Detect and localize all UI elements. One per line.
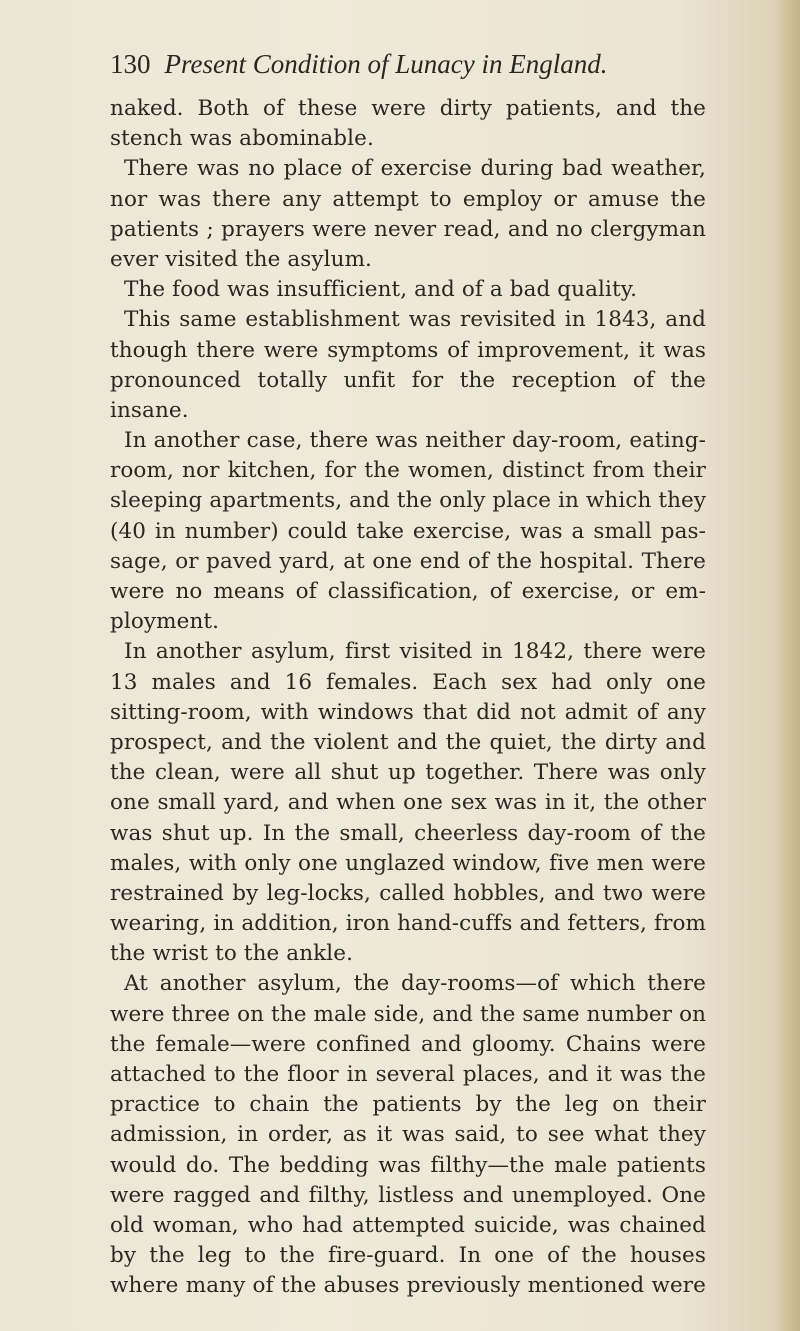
text-line: There was no place of exercise during bad weather, (124, 156, 706, 182)
text-line: was shut up. In the small, cheerless day-room of the (110, 820, 706, 846)
text-line: nor was there any attempt to employ or amuse the (110, 186, 706, 212)
text-line: prospect, and the violent and the quiet, the dirty and (110, 729, 706, 755)
text-line: wearing, in addition, iron hand-cuffs and fetters, from (110, 911, 706, 937)
text-line: In another case, there was neither day-room, eating- (124, 428, 706, 454)
page-header (110, 44, 710, 84)
page-number: 130 (110, 49, 151, 79)
running-title: Present Condition of Lunacy in England. (164, 49, 608, 79)
text-line: the clean, were all shut up together. There was only (110, 760, 706, 786)
text-line: males, with only one unglazed window, five men were (110, 850, 706, 876)
page-edge-stain (774, 0, 800, 1331)
text-line: one small yard, and when one sex was in it, the other (110, 790, 706, 816)
text-line: the wrist to the ankle. (110, 941, 353, 967)
text-line: 13 males and 16 females. Each sex had only one (110, 669, 706, 695)
text-line: admission, in order, as it was said, to see what they (110, 1122, 706, 1148)
text-line: ployment. (110, 609, 220, 635)
text-line: attached to the floor in several places, and it was the (110, 1062, 706, 1087)
text-line: by the leg to the fire-guard. In one of the houses (110, 1243, 706, 1269)
text-line: were three on the male side, and the same number on (110, 1001, 707, 1027)
text-line: sitting-room, with windows that did not admit of any (110, 699, 706, 725)
text-line: insane. (110, 397, 189, 423)
text-line: were no means of classification, of exercise, or em- (110, 579, 706, 604)
text-line: This same establishment was revisited in 1843, and (124, 307, 706, 333)
text-line: patients ; prayers were never read, and no clergyman (110, 216, 706, 242)
text-line: would do. The bedding was filthy—the male patients (110, 1152, 706, 1178)
text-line: ever visited the asylum. (110, 246, 372, 272)
text-line: where many of the abuses previously mentioned were (110, 1273, 706, 1299)
text-line: At another asylum, the day-rooms—of which there (124, 971, 706, 997)
text-line: the female—were confined and gloomy. Chains were (110, 1031, 706, 1057)
text-line: sleeping apartments, and the only place in which they (110, 488, 707, 514)
text-line: In another asylum, first visited in 1842, there were (124, 639, 706, 665)
text-line: pronounced totally unfit for the reception of the (110, 367, 706, 393)
text-line: though there were symptoms of improvement, it was (110, 337, 706, 363)
text-line: stench was abominable. (110, 126, 374, 152)
text-line: (40 in number) could take exercise, was a small pas- (110, 518, 706, 544)
text-line: room, nor kitchen, for the women, distinct from their (110, 458, 706, 484)
text-line: naked. Both of these were dirty patients, and the (110, 96, 706, 121)
text-line: were ragged and filthy, listless and unemployed. One (110, 1182, 706, 1208)
text-line: restrained by leg-locks, called hobbles, and two were (110, 880, 706, 906)
text-line: practice to chain the patients by the leg on their (110, 1092, 706, 1118)
body-text (110, 94, 706, 1302)
text-line: The food was insufficient, and of a bad quality. (124, 277, 638, 303)
text-line: sage, or paved yard, at one end of the hospital. There (110, 548, 706, 574)
text-line: old woman, who had attempted suicide, was chained (110, 1212, 706, 1238)
